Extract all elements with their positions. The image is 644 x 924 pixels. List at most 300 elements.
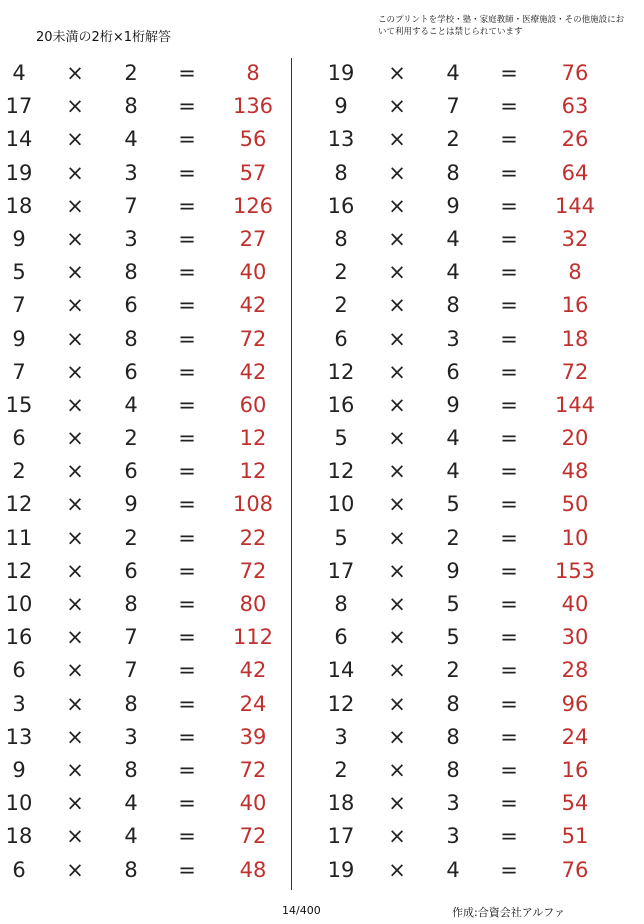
- operand-b: 8: [446, 691, 460, 716]
- usage-notice: このプリントを学校・塾・家庭教師・医療施設・その他施設において利用することは禁じられています: [378, 15, 625, 37]
- operand-a: 10: [5, 791, 33, 816]
- answer: 136: [232, 94, 274, 119]
- times-sign: ×: [388, 824, 406, 849]
- times-sign: ×: [66, 857, 84, 882]
- problem-row: [0, 754, 300, 787]
- answer: 32: [561, 226, 589, 251]
- operand-a: 5: [334, 426, 348, 451]
- column-divider: [291, 58, 292, 890]
- times-sign: ×: [66, 392, 84, 417]
- answer: 40: [561, 592, 589, 616]
- times-sign: ×: [388, 791, 406, 816]
- operand-b: 5: [446, 592, 460, 616]
- operand-a: 11: [5, 525, 33, 550]
- equals-sign: =: [500, 426, 518, 451]
- operand-a: 6: [12, 857, 26, 882]
- answer: 63: [561, 94, 589, 119]
- problem-row: [0, 57, 300, 90]
- problem-row: [0, 721, 300, 754]
- equals-sign: =: [178, 691, 196, 716]
- equals-sign: =: [500, 592, 518, 616]
- answer: 8: [568, 260, 582, 285]
- operand-a: 9: [12, 757, 26, 782]
- times-sign: ×: [66, 127, 84, 152]
- problem-row: [0, 157, 300, 190]
- problem-row: [322, 555, 622, 588]
- answer: 24: [561, 724, 589, 749]
- problem-row: [322, 588, 622, 621]
- answer: 80: [239, 592, 267, 616]
- equals-sign: =: [178, 558, 196, 583]
- problem-row: [322, 455, 622, 488]
- times-sign: ×: [66, 625, 84, 650]
- operand-a: 14: [327, 658, 355, 683]
- answer: 27: [239, 226, 267, 251]
- answer: 20: [561, 426, 589, 451]
- times-sign: ×: [66, 724, 84, 749]
- equals-sign: =: [178, 193, 196, 218]
- times-sign: ×: [66, 160, 84, 185]
- times-sign: ×: [66, 658, 84, 683]
- equals-sign: =: [178, 824, 196, 849]
- page-number: 14/400: [282, 904, 321, 917]
- operand-a: 17: [327, 824, 355, 849]
- operand-a: 17: [327, 558, 355, 583]
- problem-row: [322, 190, 622, 223]
- operand-a: 2: [12, 459, 26, 484]
- operand-b: 9: [446, 193, 460, 218]
- equals-sign: =: [178, 61, 196, 85]
- operand-b: 3: [446, 326, 460, 351]
- operand-b: 8: [124, 260, 138, 285]
- problems-left-column: [0, 57, 300, 887]
- operand-b: 4: [446, 61, 460, 85]
- operand-a: 9: [12, 326, 26, 351]
- times-sign: ×: [388, 127, 406, 152]
- answer: 16: [561, 757, 589, 782]
- equals-sign: =: [500, 392, 518, 417]
- answer: 72: [239, 757, 267, 782]
- answer: 22: [239, 525, 267, 550]
- times-sign: ×: [66, 226, 84, 251]
- operand-a: 16: [327, 392, 355, 417]
- times-sign: ×: [66, 61, 84, 85]
- answer: 12: [239, 459, 267, 484]
- operand-a: 17: [5, 94, 33, 119]
- answer: 12: [239, 426, 267, 451]
- problem-row: [322, 90, 622, 123]
- problem-row: [322, 621, 622, 654]
- operand-b: 8: [124, 757, 138, 782]
- equals-sign: =: [178, 525, 196, 550]
- times-sign: ×: [388, 193, 406, 218]
- answer: 112: [232, 625, 274, 650]
- operand-b: 3: [446, 824, 460, 849]
- answer: 153: [554, 558, 596, 583]
- operand-b: 2: [124, 525, 138, 550]
- equals-sign: =: [178, 160, 196, 185]
- problem-row: [0, 854, 300, 887]
- equals-sign: =: [178, 658, 196, 683]
- operand-b: 8: [124, 94, 138, 119]
- operand-b: 5: [446, 492, 460, 517]
- answer: 51: [561, 824, 589, 849]
- operand-b: 2: [446, 658, 460, 683]
- answer: 8: [246, 61, 260, 85]
- operand-a: 10: [327, 492, 355, 517]
- times-sign: ×: [66, 592, 84, 616]
- operand-a: 7: [12, 293, 26, 318]
- operand-a: 12: [5, 492, 33, 517]
- problem-row: [0, 621, 300, 654]
- problem-row: [322, 57, 622, 90]
- operand-a: 6: [12, 658, 26, 683]
- times-sign: ×: [388, 857, 406, 882]
- problem-row: [322, 157, 622, 190]
- answer: 126: [232, 193, 274, 218]
- problem-row: [0, 323, 300, 356]
- problem-row: [0, 787, 300, 820]
- operand-a: 12: [327, 459, 355, 484]
- operand-a: 5: [334, 525, 348, 550]
- times-sign: ×: [66, 426, 84, 451]
- problem-row: [0, 455, 300, 488]
- equals-sign: =: [178, 857, 196, 882]
- operand-b: 8: [446, 160, 460, 185]
- equals-sign: =: [178, 293, 196, 318]
- operand-a: 7: [12, 359, 26, 384]
- problem-row: [322, 654, 622, 687]
- answer: 72: [239, 558, 267, 583]
- equals-sign: =: [178, 392, 196, 417]
- answer: 18: [561, 326, 589, 351]
- equals-sign: =: [500, 492, 518, 517]
- operand-a: 2: [334, 260, 348, 285]
- operand-a: 18: [5, 824, 33, 849]
- equals-sign: =: [178, 94, 196, 119]
- times-sign: ×: [388, 691, 406, 716]
- operand-b: 8: [124, 326, 138, 351]
- times-sign: ×: [388, 94, 406, 119]
- operand-a: 15: [5, 392, 33, 417]
- times-sign: ×: [388, 260, 406, 285]
- equals-sign: =: [178, 326, 196, 351]
- operand-b: 3: [446, 791, 460, 816]
- operand-a: 18: [327, 791, 355, 816]
- operand-a: 13: [327, 127, 355, 152]
- operand-a: 14: [5, 127, 33, 152]
- equals-sign: =: [500, 558, 518, 583]
- operand-b: 9: [446, 392, 460, 417]
- equals-sign: =: [178, 260, 196, 285]
- answer: 42: [239, 658, 267, 683]
- equals-sign: =: [178, 724, 196, 749]
- answer: 28: [561, 658, 589, 683]
- answer: 76: [561, 857, 589, 882]
- equals-sign: =: [500, 824, 518, 849]
- operand-a: 13: [5, 724, 33, 749]
- operand-a: 9: [12, 226, 26, 251]
- answer: 56: [239, 127, 267, 152]
- operand-b: 8: [446, 293, 460, 318]
- operand-b: 4: [446, 459, 460, 484]
- problem-row: [0, 256, 300, 289]
- equals-sign: =: [500, 791, 518, 816]
- operand-b: 4: [124, 392, 138, 417]
- operand-b: 9: [124, 492, 138, 517]
- problem-row: [0, 588, 300, 621]
- equals-sign: =: [500, 724, 518, 749]
- answer: 72: [561, 359, 589, 384]
- times-sign: ×: [66, 359, 84, 384]
- operand-a: 19: [327, 857, 355, 882]
- answer: 76: [561, 61, 589, 85]
- answer: 50: [561, 492, 589, 517]
- operand-b: 2: [446, 525, 460, 550]
- times-sign: ×: [388, 226, 406, 251]
- answer: 108: [232, 492, 274, 517]
- operand-a: 12: [327, 691, 355, 716]
- equals-sign: =: [500, 757, 518, 782]
- operand-b: 3: [124, 160, 138, 185]
- times-sign: ×: [388, 359, 406, 384]
- problem-row: [0, 522, 300, 555]
- problem-row: [322, 356, 622, 389]
- operand-b: 4: [446, 426, 460, 451]
- problem-row: [322, 721, 622, 754]
- operand-b: 6: [124, 459, 138, 484]
- equals-sign: =: [178, 791, 196, 816]
- problem-row: [0, 820, 300, 853]
- times-sign: ×: [388, 492, 406, 517]
- problem-row: [0, 389, 300, 422]
- operand-b: 8: [124, 857, 138, 882]
- answer: 144: [554, 392, 596, 417]
- operand-a: 6: [12, 426, 26, 451]
- operand-a: 2: [334, 757, 348, 782]
- problem-row: [322, 688, 622, 721]
- equals-sign: =: [500, 293, 518, 318]
- equals-sign: =: [500, 326, 518, 351]
- equals-sign: =: [178, 359, 196, 384]
- author-credit: 作成:合資会社アルファ: [452, 906, 566, 919]
- answer: 42: [239, 293, 267, 318]
- times-sign: ×: [66, 193, 84, 218]
- problem-row: [0, 223, 300, 256]
- equals-sign: =: [500, 260, 518, 285]
- operand-b: 3: [124, 724, 138, 749]
- problem-row: [322, 754, 622, 787]
- operand-b: 6: [124, 359, 138, 384]
- answer: 48: [239, 857, 267, 882]
- times-sign: ×: [66, 525, 84, 550]
- times-sign: ×: [66, 492, 84, 517]
- equals-sign: =: [178, 625, 196, 650]
- operand-b: 5: [446, 625, 460, 650]
- problem-row: [0, 488, 300, 521]
- times-sign: ×: [66, 824, 84, 849]
- operand-b: 8: [124, 691, 138, 716]
- equals-sign: =: [178, 592, 196, 616]
- times-sign: ×: [66, 691, 84, 716]
- operand-a: 16: [5, 625, 33, 650]
- operand-a: 16: [327, 193, 355, 218]
- problem-row: [322, 422, 622, 455]
- equals-sign: =: [178, 226, 196, 251]
- times-sign: ×: [388, 558, 406, 583]
- operand-a: 3: [334, 724, 348, 749]
- operand-b: 8: [124, 592, 138, 616]
- equals-sign: =: [500, 525, 518, 550]
- answer: 26: [561, 127, 589, 152]
- answer: 144: [554, 193, 596, 218]
- problem-row: [0, 422, 300, 455]
- operand-b: 3: [124, 226, 138, 251]
- answer: 30: [561, 625, 589, 650]
- operand-a: 9: [334, 94, 348, 119]
- operand-b: 6: [124, 293, 138, 318]
- times-sign: ×: [388, 293, 406, 318]
- equals-sign: =: [500, 193, 518, 218]
- answer: 39: [239, 724, 267, 749]
- equals-sign: =: [500, 61, 518, 85]
- problem-row: [322, 787, 622, 820]
- operand-b: 6: [446, 359, 460, 384]
- equals-sign: =: [178, 426, 196, 451]
- answer: 54: [561, 791, 589, 816]
- problem-row: [0, 654, 300, 687]
- operand-b: 7: [124, 625, 138, 650]
- operand-a: 5: [12, 260, 26, 285]
- answer: 40: [239, 791, 267, 816]
- operand-a: 4: [12, 61, 26, 85]
- operand-b: 8: [446, 757, 460, 782]
- operand-b: 4: [124, 824, 138, 849]
- operand-b: 4: [446, 260, 460, 285]
- operand-a: 2: [334, 293, 348, 318]
- operand-a: 6: [334, 625, 348, 650]
- equals-sign: =: [500, 160, 518, 185]
- problem-row: [322, 820, 622, 853]
- answer: 72: [239, 824, 267, 849]
- problem-row: [322, 323, 622, 356]
- operand-b: 2: [124, 61, 138, 85]
- times-sign: ×: [388, 525, 406, 550]
- operand-a: 3: [12, 691, 26, 716]
- answer: 72: [239, 326, 267, 351]
- operand-a: 19: [5, 160, 33, 185]
- equals-sign: =: [500, 459, 518, 484]
- answer: 64: [561, 160, 589, 185]
- answer: 16: [561, 293, 589, 318]
- problem-row: [322, 488, 622, 521]
- times-sign: ×: [388, 426, 406, 451]
- equals-sign: =: [178, 459, 196, 484]
- problem-row: [322, 256, 622, 289]
- answer: 40: [239, 260, 267, 285]
- operand-a: 10: [5, 592, 33, 616]
- operand-a: 6: [334, 326, 348, 351]
- times-sign: ×: [388, 160, 406, 185]
- problem-row: [322, 123, 622, 156]
- times-sign: ×: [388, 392, 406, 417]
- equals-sign: =: [500, 691, 518, 716]
- operand-b: 7: [124, 193, 138, 218]
- times-sign: ×: [66, 293, 84, 318]
- times-sign: ×: [388, 592, 406, 616]
- times-sign: ×: [388, 326, 406, 351]
- problem-row: [322, 522, 622, 555]
- problem-row: [322, 854, 622, 887]
- times-sign: ×: [66, 260, 84, 285]
- operand-a: 18: [5, 193, 33, 218]
- answer: 57: [239, 160, 267, 185]
- operand-b: 8: [446, 724, 460, 749]
- operand-a: 12: [327, 359, 355, 384]
- times-sign: ×: [388, 61, 406, 85]
- times-sign: ×: [388, 658, 406, 683]
- operand-b: 7: [446, 94, 460, 119]
- problem-row: [0, 190, 300, 223]
- times-sign: ×: [388, 625, 406, 650]
- equals-sign: =: [178, 757, 196, 782]
- times-sign: ×: [66, 326, 84, 351]
- operand-a: 8: [334, 592, 348, 616]
- equals-sign: =: [500, 359, 518, 384]
- problem-row: [322, 223, 622, 256]
- equals-sign: =: [178, 492, 196, 517]
- operand-b: 2: [446, 127, 460, 152]
- times-sign: ×: [388, 459, 406, 484]
- problems-right-column: [322, 57, 622, 887]
- operand-b: 7: [124, 658, 138, 683]
- equals-sign: =: [500, 625, 518, 650]
- operand-b: 2: [124, 426, 138, 451]
- operand-b: 4: [124, 791, 138, 816]
- problem-row: [0, 90, 300, 123]
- operand-b: 4: [446, 857, 460, 882]
- problem-row: [322, 289, 622, 322]
- equals-sign: =: [500, 94, 518, 119]
- equals-sign: =: [500, 127, 518, 152]
- answer: 10: [561, 525, 589, 550]
- times-sign: ×: [66, 459, 84, 484]
- answer: 48: [561, 459, 589, 484]
- problem-row: [0, 123, 300, 156]
- answer: 42: [239, 359, 267, 384]
- answer: 96: [561, 691, 589, 716]
- equals-sign: =: [500, 857, 518, 882]
- problem-row: [0, 356, 300, 389]
- operand-a: 8: [334, 160, 348, 185]
- operand-a: 8: [334, 226, 348, 251]
- problem-row: [0, 555, 300, 588]
- times-sign: ×: [66, 791, 84, 816]
- equals-sign: =: [500, 226, 518, 251]
- operand-b: 4: [446, 226, 460, 251]
- worksheet-title: 20未満の2桁×1桁解答: [36, 30, 171, 45]
- problem-row: [0, 688, 300, 721]
- answer: 24: [239, 691, 267, 716]
- operand-b: 4: [124, 127, 138, 152]
- operand-a: 19: [327, 61, 355, 85]
- times-sign: ×: [388, 757, 406, 782]
- operand-b: 6: [124, 558, 138, 583]
- times-sign: ×: [66, 558, 84, 583]
- times-sign: ×: [388, 724, 406, 749]
- times-sign: ×: [66, 757, 84, 782]
- equals-sign: =: [500, 658, 518, 683]
